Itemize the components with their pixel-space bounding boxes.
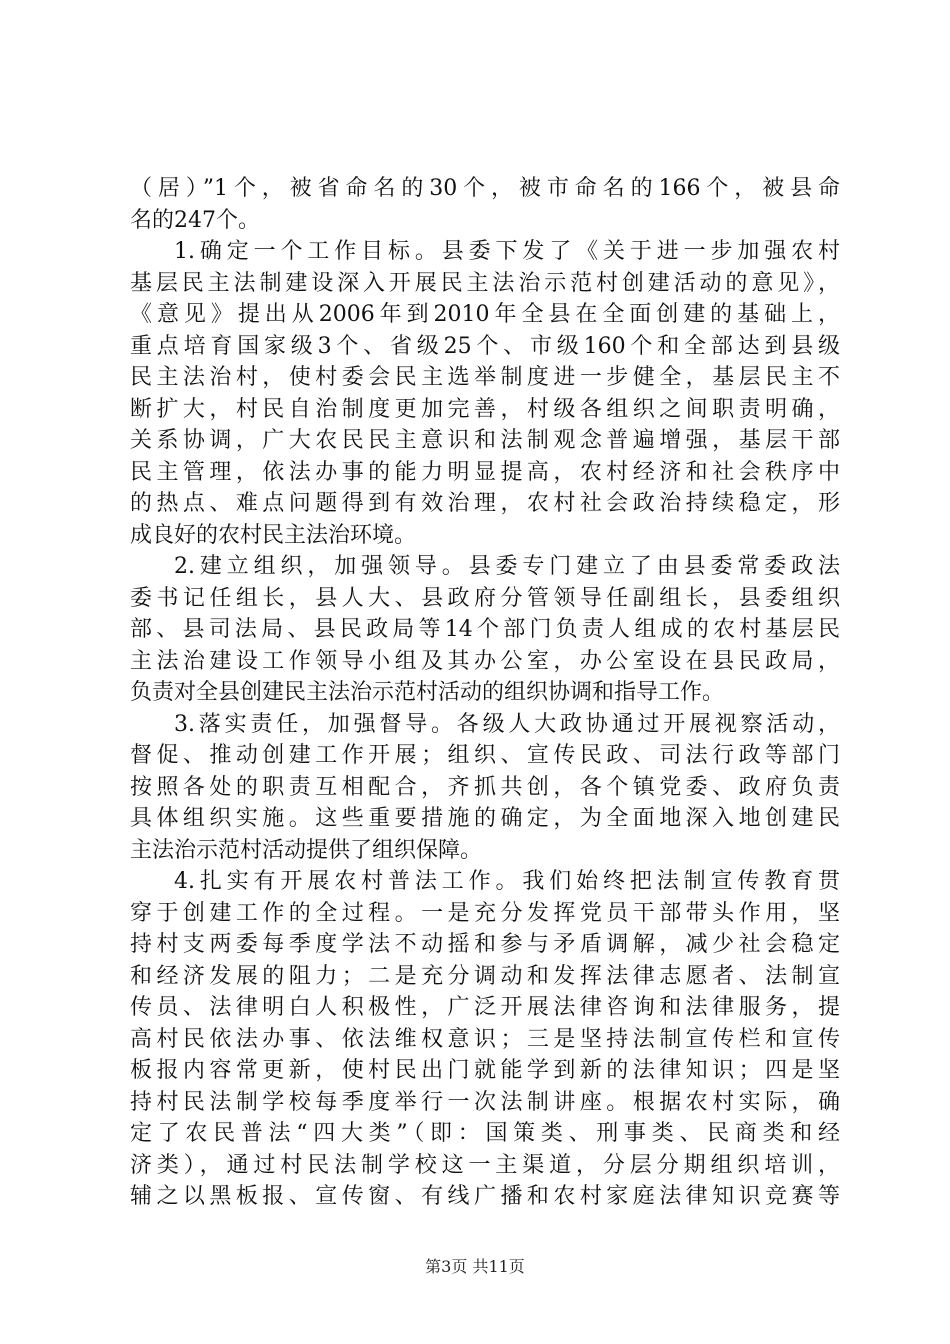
text-line: 1.确定一个工作目标。县委下发了《关于进一步加强农村: [174, 239, 840, 264]
text-line: 具体组织实施。这些重要措施的确定，为全面地深入地创建民: [130, 806, 840, 831]
text-line: 重点培育国家级3个、省级25个、市级160个和全部达到县级: [130, 333, 840, 359]
text-line: 督促、推动创建工作开展；组织、宣传民政、司法行政等部门: [130, 743, 840, 768]
text-line: 关系协调，广大农民民主意识和法制观念普遍增强，基层干部: [130, 428, 840, 453]
text-line: 负责对全县创建民主法治示范村活动的组织协调和指导工作。: [130, 680, 725, 705]
text-line: 名的247个。: [130, 207, 260, 233]
text-line: 4.扎实有开展农村普法工作。我们始终把法制宣传教育贯: [174, 869, 840, 894]
text-line: 传员、法律明白人积极性，广泛开展法律咨询和法律服务，提: [130, 995, 840, 1020]
text-line: 民主法治村，使村委会民主选举制度进一步健全，基层民主不: [130, 365, 840, 390]
document-body: [130, 173, 840, 1213]
text-line: 2.建立组织，加强领导。县委专门建立了由县委常委政法: [174, 554, 840, 579]
text-line: 主法治示范村活动提供了组织保障。: [130, 837, 483, 863]
text-line: 辅之以黑板报、宣传窗、有线广播和农村家庭法律知识竞赛等: [130, 1184, 840, 1209]
text-line: 断扩大，村民自治制度更加完善，村级各组织之间职责明确，: [130, 396, 840, 422]
text-line: 济类），通过村民法制学校这一主渠道，分层分期组织培训，: [130, 1152, 840, 1178]
text-line: 委书记任组长，县人大、县政府分管领导任副组长，县委组织: [130, 585, 840, 611]
page-number: 第3页 共11页: [425, 1257, 525, 1276]
text-line: 的热点、难点问题得到有效治理，农村社会政治持续稳定，形: [130, 491, 840, 516]
text-line: 《意见》提出从2006年到2010年全县在全面创建的基础上，: [130, 302, 840, 327]
text-line: 穿于创建工作的全过程。一是充分发挥党员干部带头作用，坚: [130, 900, 840, 926]
text-line: （居）”1个，被省命名的30个，被市命名的166个，被县命: [130, 176, 840, 201]
text-line: 定了农民普法“四大类”（即：国策类、刑事类、民商类和经: [130, 1121, 840, 1146]
text-line: 按照各处的职责互相配合，齐抓共创，各个镇党委、政府负责: [130, 774, 840, 800]
text-line: 部、县司法局、县民政局等14个部门负责人组成的农村基层民: [130, 617, 840, 642]
text-line: 持村民法制学校每季度举行一次法制讲座。根据农村实际，确: [130, 1089, 840, 1115]
text-line: 民主管理，依法办事的能力明显提高，农村经济和社会秩序中: [130, 459, 840, 485]
text-line: 基层民主法制建设深入开展民主法治示范村创建活动的意见》，: [130, 270, 840, 296]
text-line: 和经济发展的阻力；二是充分调动和发挥法律志愿者、法制宣: [130, 963, 840, 989]
text-line: 持村支两委每季度学法不动摇和参与矛盾调解，减少社会稳定: [130, 932, 840, 957]
text-line: 板报内容常更新，使村民出门就能学到新的法律知识；四是坚: [130, 1058, 840, 1083]
text-line: 3.落实责任，加强督导。各级人大政协通过开展视察活动，: [174, 711, 840, 737]
text-line: 高村民依法办事、依法维权意识；三是坚持法制宣传栏和宣传: [130, 1026, 840, 1052]
text-line: 成良好的农村民主法治环境。: [130, 522, 417, 548]
text-line: 主法治建设工作领导小组及其办公室，办公室设在县民政局，: [130, 648, 840, 674]
